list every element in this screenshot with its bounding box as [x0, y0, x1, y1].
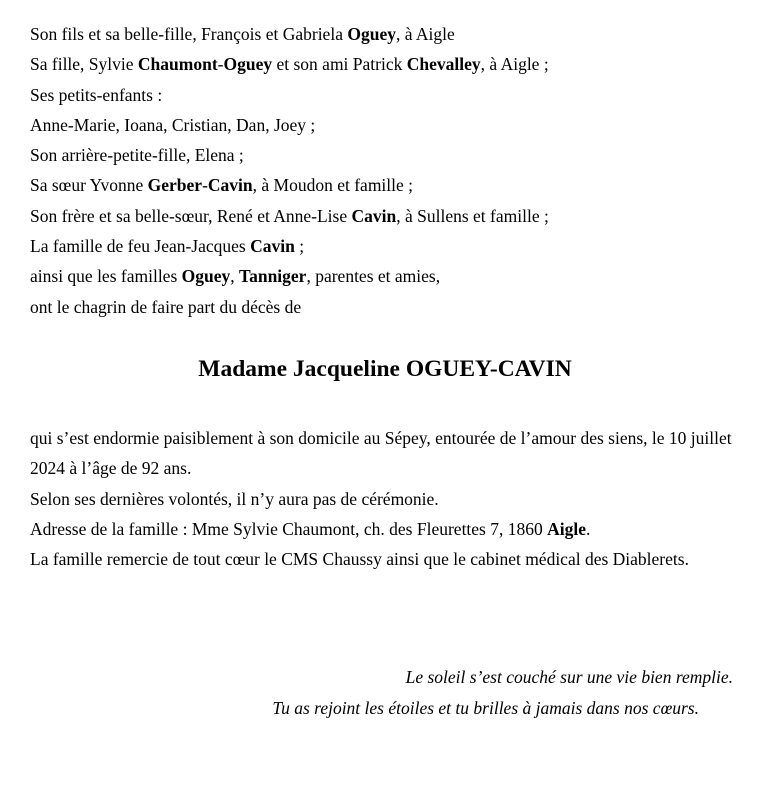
details-section: [30, 423, 740, 574]
text-segment: Son frère et sa belle-sœur, René et Anne-Lise: [30, 205, 352, 226]
text-segment: , à Aigle ;: [480, 54, 549, 75]
bold-family-name: Gerber: [147, 175, 203, 196]
text-segment: qui s’est endormie paisiblement à son domicile au Sépey, entourée de l’amour des siens, le 10 juillet: [30, 427, 732, 448]
notice-line: [30, 231, 740, 261]
notice-line: [30, 201, 740, 231]
bold-family-name: Tanniger: [239, 266, 307, 287]
text-segment: -: [217, 54, 224, 75]
notice-line: [30, 49, 740, 79]
text-segment: ;: [294, 236, 305, 257]
relatives-section: [30, 19, 740, 322]
bold-family-name: Oguey: [181, 266, 231, 287]
bold-family-name: Aigle: [547, 518, 587, 539]
text-segment: Selon ses dernières volontés, il n’y aura pas de cérémonie.: [30, 488, 439, 509]
text-segment: -: [202, 175, 208, 196]
bold-family-name: Chaumont: [137, 54, 218, 75]
text-segment: 2024 à l’âge de 92 ans.: [30, 458, 192, 479]
text-segment: ,: [230, 266, 240, 287]
bold-family-name: Oguey: [223, 54, 273, 75]
bold-family-name: Oguey: [347, 24, 396, 44]
detail-line: [30, 484, 740, 514]
text-segment: La famille remercie de tout cœur le CMS Chaussy ainsi que le cabinet médical des Diablerets.: [30, 549, 689, 570]
detail-line: [30, 514, 740, 544]
text-segment: Anne-Marie, Ioana, Cristian, Dan, Joey ;: [30, 114, 316, 135]
bold-family-name: Cavin: [351, 205, 397, 226]
text-segment: , à Moudon et famille ;: [252, 175, 414, 196]
notice-line: [30, 292, 740, 322]
text-segment: .: [586, 518, 591, 539]
text-segment: Sa sœur Yvonne: [30, 175, 148, 196]
bold-family-name: Chevalley: [406, 54, 481, 75]
text-segment: Son arrière-petite-fille, Elena ;: [30, 145, 244, 166]
quote-line: Le soleil s’est couché sur une vie bien remplie.: [405, 667, 733, 688]
text-segment: La famille de feu Jean-Jacques: [30, 236, 251, 257]
text-segment: ainsi que les familles: [30, 266, 182, 287]
deceased-name-title: Madame Jacqueline OGUEY-CAVIN: [198, 355, 572, 382]
memorial-quote: [30, 662, 740, 723]
notice-line: [30, 110, 740, 140]
notice-line: [30, 170, 740, 200]
text-segment: et son ami Patrick: [272, 54, 407, 75]
detail-line: [30, 453, 740, 483]
text-segment: Adresse de la famille : Mme Sylvie Chaumont, ch. des Fleurettes 7, 1860: [30, 518, 548, 539]
text-segment: Ses petits-enfants :: [30, 84, 163, 105]
notice-line: [30, 19, 740, 49]
notice-line: [30, 80, 740, 110]
detail-line: [30, 544, 740, 574]
detail-line: [30, 423, 740, 453]
text-segment: , parentes et amies,: [306, 266, 441, 287]
notice-line: [30, 140, 740, 170]
text-segment: Son fils et sa belle-fille, François et Gabriela: [30, 24, 348, 44]
bold-family-name: Cavin: [207, 175, 253, 196]
notice-line: [30, 261, 740, 291]
text-segment: ont le chagrin de faire part du décès de: [30, 296, 302, 317]
bold-family-name: Cavin: [250, 236, 295, 257]
text-segment: , à Aigle: [395, 24, 455, 44]
quote-line: Tu as rejoint les étoiles et tu brilles à jamais dans nos cœurs.: [272, 697, 699, 718]
text-segment: , à Sullens et famille ;: [396, 205, 549, 226]
text-segment: Sa fille, Sylvie: [30, 54, 138, 75]
